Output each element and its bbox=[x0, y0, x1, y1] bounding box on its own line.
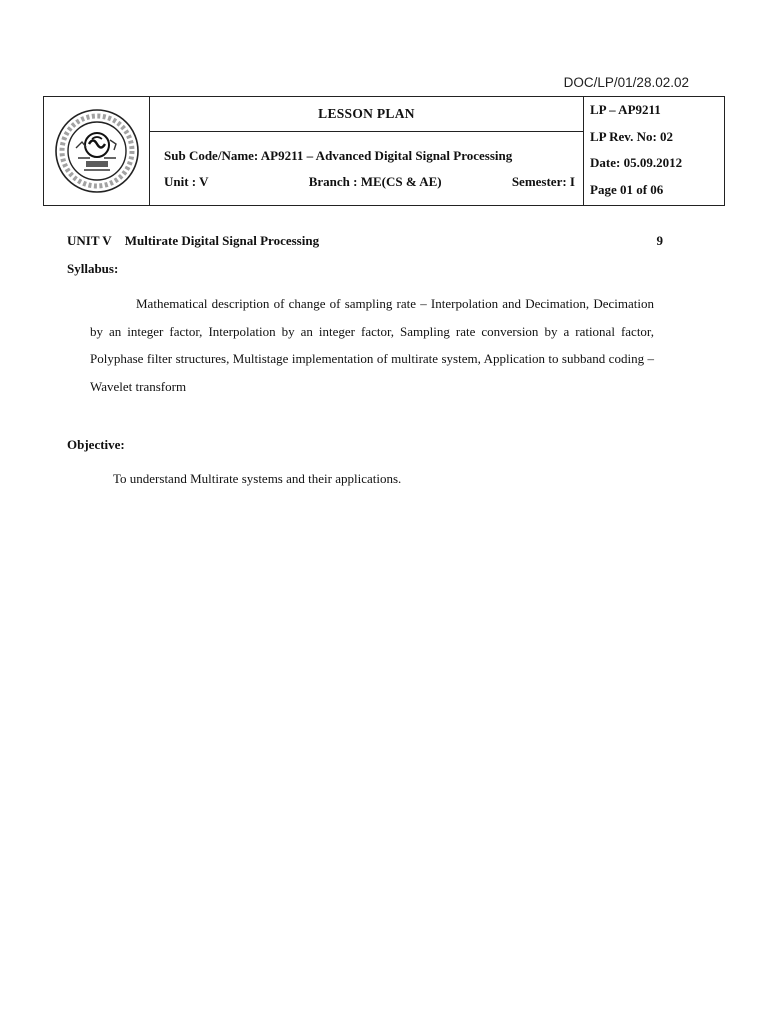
unit-branch-semester-row bbox=[164, 169, 575, 195]
syllabus-text: Mathematical description of change of sampling rate – Interpolation and Decimation, Decimation by an integer factor, Interpolation by an integer factor, Sampling rate conversion by a rational factor, Polyphase filter structures, Multistage implementation of multirate system, Application to subband coding – Wavelet transform bbox=[90, 296, 654, 395]
subject-info-cell bbox=[150, 132, 584, 206]
unit-number: UNIT V bbox=[67, 233, 112, 248]
objective-text: To understand Multirate systems and their applications. bbox=[113, 471, 402, 486]
branch-label: Branch : ME(CS & AE) bbox=[308, 173, 442, 189]
header-title: LESSON PLAN bbox=[150, 97, 584, 132]
college-seal-logo bbox=[54, 108, 140, 194]
syllabus-heading: Syllabus: bbox=[67, 261, 119, 276]
unit-heading bbox=[67, 233, 663, 249]
subject-code-name: Sub Code/Name: AP9211 – Advanced Digital Signal Processing bbox=[164, 147, 513, 163]
plan-date: Date: 05.09.2012 bbox=[590, 155, 683, 170]
semester-label: Semester: I bbox=[511, 173, 575, 189]
objective-heading: Objective: bbox=[67, 437, 125, 452]
unit-hours: 9 bbox=[656, 233, 663, 248]
page-number: Page 01 of 06 bbox=[590, 181, 664, 197]
revision-number: LP Rev. No: 02 bbox=[590, 128, 674, 144]
lesson-plan-header bbox=[43, 96, 725, 206]
logo-cell bbox=[44, 97, 150, 206]
document-code: DOC/LP/01/28.02.02 bbox=[563, 75, 689, 90]
lp-code: LP – AP9211 bbox=[590, 102, 661, 117]
plan-meta-cell bbox=[584, 97, 725, 206]
unit-name: Multirate Digital Signal Processing bbox=[124, 233, 320, 248]
unit-label: Unit : V bbox=[164, 173, 209, 189]
